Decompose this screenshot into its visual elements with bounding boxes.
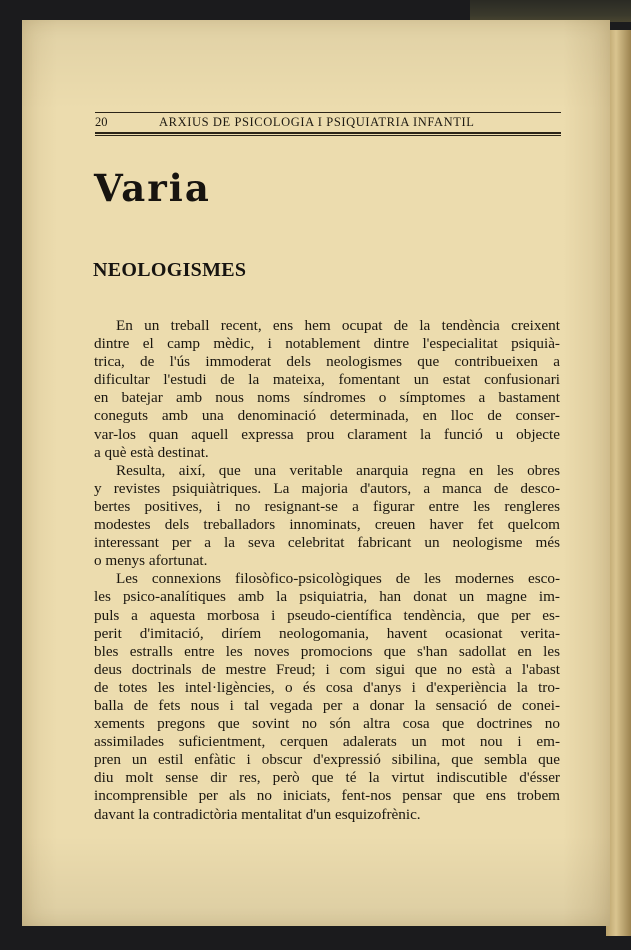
- article-body: [94, 317, 560, 824]
- text-line: Resulta, així, que una veritable anarquia regna en les obres: [116, 461, 560, 479]
- text-line: coneguts amb una denominació determinada, en lloc de conser-: [94, 407, 560, 425]
- text-line: xements pregons que sovint no són altra cosa que doctrines no: [94, 715, 560, 733]
- journal-title: ARXIUS DE PSICOLOGIA I PSIQUIATRIA INFANTIL: [159, 115, 475, 129]
- text-line: En un treball recent, ens hem ocupat de la tendència creixent: [116, 317, 560, 334]
- header-rule-bottom: [95, 132, 561, 134]
- paragraph-2: [94, 462, 560, 571]
- header-rule-top: [95, 112, 561, 113]
- header-rule-bottom-double: [95, 135, 561, 136]
- text-line: perit d'imitació, diríem neologomania, havent ocasionat verita-: [94, 624, 560, 642]
- text-line: en batejar amb nous noms síndromes o símptomes a bastament: [94, 389, 560, 407]
- text-line: dintre el camp mèdic, i notablement dintre l'especialitat psiquià-: [94, 335, 560, 353]
- text-line: interessant per a la seva celebritat fabricant un neologisme més: [94, 534, 560, 552]
- text-line: incomprensible per als no iniciats, fent-nos pensar que ens trobem: [94, 787, 560, 805]
- paragraph-1: [94, 317, 560, 462]
- text-line: assimilades suficientment, cerquen adalerats un mot nou i em-: [94, 733, 560, 751]
- text-line: davant la contradictòria mentalitat d'un esquizofrènic.: [94, 805, 421, 823]
- page-number: 20: [95, 115, 108, 129]
- section-heading: Varia: [94, 166, 211, 210]
- text-line: dificultar l'estudi de la mateixa, fomentant un estat confusionari: [94, 371, 560, 389]
- text-line: o menys afortunat.: [94, 552, 208, 570]
- paragraph-3: [94, 570, 560, 823]
- text-line: var-los quan aquell expressa prou clarament la funció u objecte: [94, 425, 560, 443]
- text-line: modestes dels treballadors innominats, creuen haver fet quelcom: [94, 516, 560, 534]
- book-cover-edge: [470, 0, 631, 22]
- text-line: les psico-analítiques amb la psiquiatria, han donat un magne im-: [94, 588, 560, 606]
- text-line: a què està destinat.: [94, 443, 209, 461]
- text-line: deus doctrinals de mestre Freud; i com sigui que no està a l'abast: [94, 660, 560, 678]
- text-line: bertes positives, i no resignant-se a figurar entre les rengleres: [94, 497, 560, 515]
- text-line: diu molt sense dir res, però que té la virtut indiscutible d'ésser: [94, 769, 560, 787]
- text-line: y revistes psiquiàtriques. La majoria d'autors, a manca de desco-: [94, 479, 560, 497]
- text-line: pren un estil enfàtic i obscur d'expressió sibilina, que sembla que: [94, 751, 560, 769]
- text-line: Les connexions filosòfico-psicològiques de les modernes esco-: [116, 570, 560, 588]
- text-line: trica, de l'ús immoderat dels neologismes que contribueixen a: [94, 353, 560, 371]
- text-line: balla de fets nous i tal vegada per a donar la sensació de conei-: [94, 696, 560, 714]
- text-line: puls a aquesta morbosa i pseudo-científica tendència, que per es-: [94, 606, 560, 624]
- article-title: NEOLOGISMES: [93, 259, 247, 281]
- text-line: bles estralls entre les noves promocions que s'han sadollat en les: [94, 642, 560, 660]
- text-line: de totes les intel·ligències, o és cosa d'anys i d'experiència la tro-: [94, 678, 560, 696]
- running-head: [95, 108, 561, 136]
